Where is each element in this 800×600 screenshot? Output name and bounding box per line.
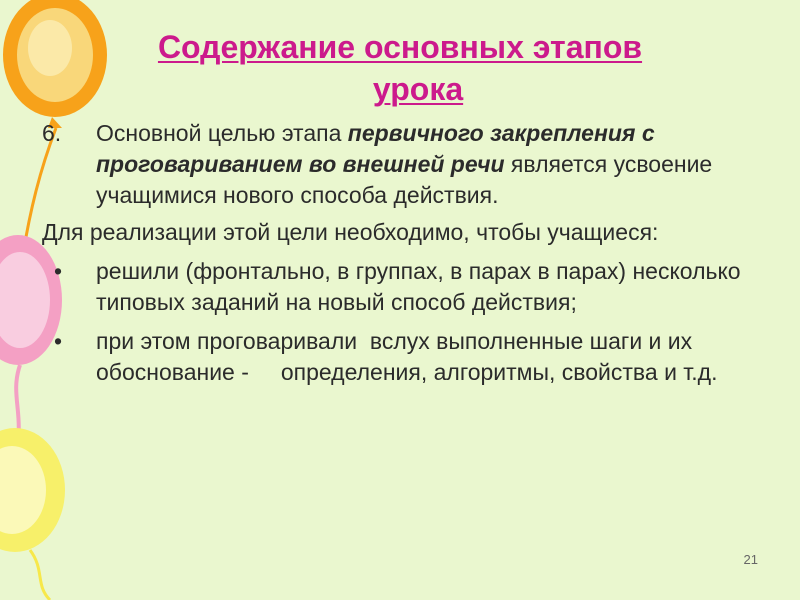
yellow-balloon [0,428,65,600]
slide-title [100,26,700,110]
item-emphasis: первичного закрепления с проговариванием во внешней речи [96,120,655,177]
item-number: 6. [42,120,62,146]
page-number: 21 [743,552,758,567]
title-line-2: урока [372,71,464,107]
bullet-item-1 [42,256,752,318]
bullet-text: решили (фронтально, в группах, в парах в парах) несколько типовых заданий на новый способ действия; [96,258,741,315]
bullet-text: при этом проговаривали вслух выполненные шаги и их обоснование - определения, алгоритмы, свойства и т.д. [96,328,718,385]
title-line-1: Содержание основных этапов [157,29,643,65]
bullet-icon: • [54,258,63,284]
intro-paragraph: Для реализации этой цели необходимо, чтобы учащиеся: [42,219,659,245]
bullet-icon: • [54,328,63,354]
item-text-before: Основной целью этапа [96,120,348,146]
bullet-item-2 [42,326,752,388]
numbered-item-6 [42,118,752,211]
item-text-after: является усвоение учащимися нового способа действия. [96,151,713,208]
slide-content [42,118,752,388]
